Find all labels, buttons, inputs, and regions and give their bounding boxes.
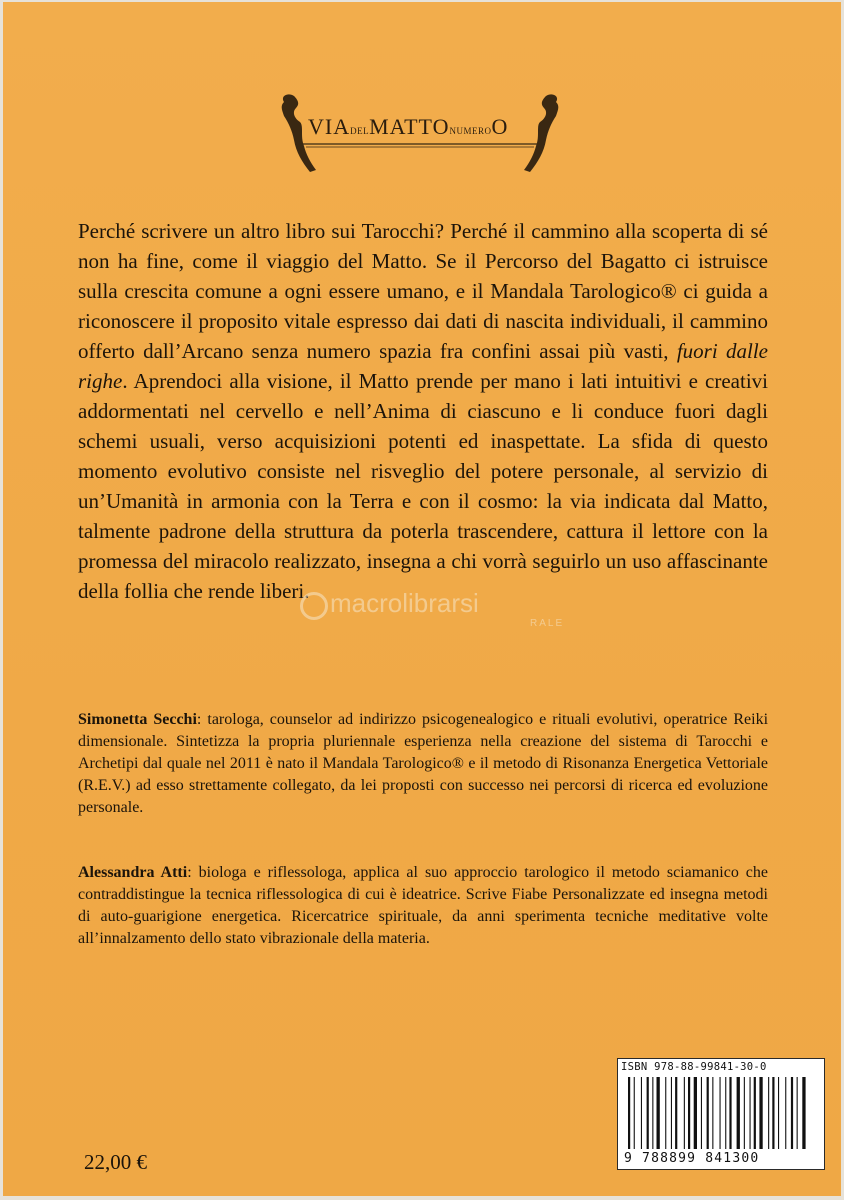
italic-phrase: fuori dalle righe — [78, 339, 768, 393]
isbn-number: ISBN 978-88-99841-30-0 — [621, 1061, 767, 1073]
author-bio-secchi: Simonetta Secchi: tarologa, counselor ad indirizzo psicogenealogico e rituali evolutivi, operatrice Reiki dimensionale. Sintetizza la propria pluriennale esperienza nella creazione del sistema di Tarocchi e Archetipi dal quale nel 2011 è nato il Mandala Tarologico® e il metodo di Risonanza Energetica Vettoriale (R.E.V.) ad esso strettamente collegato, da lei proposti con successo nei percorsi di ricerca ed evoluzione personale. — [78, 711, 769, 816]
author-name: Simonetta Secchi — [78, 711, 197, 728]
watermark: macrolibrarsi RALE — [300, 588, 600, 638]
isbn-barcode — [617, 1058, 825, 1170]
publisher-logo-text: VIADELMATTONUMEROO — [308, 114, 509, 139]
watermark-logo-icon — [300, 592, 328, 620]
barcode-digits: 9 788899 841300 — [624, 1151, 760, 1166]
author-bio-atti: Alessandra Atti: biologa e riflessologa, applica al suo approccio tarologico il metodo sciamanico che contraddistingue la tecnica riflessologica di cui è ideatrice. Scrive Fiabe Personalizzate ed insegna metodi di auto-guarigione energetica. Ricercatrice spirituale, da anni sperimenta tecniche meditative volte all’innalzamento dello stato vibrazionale della materia. — [78, 864, 768, 947]
book-price: 22,00 € — [84, 1150, 147, 1174]
author-name: Alessandra Atti — [78, 864, 188, 881]
barcode-bars-icon — [624, 1077, 820, 1151]
publisher-logo — [270, 92, 570, 182]
book-description: Perché scrivere un altro libro sui Tarocchi? Perché il cammino alla scoperta di sé non ha fine, come il viaggio del Matto. Se il Percorso del Bagatto ci istruisce sulla crescita comune a ogni essere umano, e il Mandala Tarologico® ci guida a riconoscere il proposito vitale espresso dai dati di nascita individuali, il cammino offerto dall’Arcano senza numero spazia fra confini assai più vasti, fuori dalle righe. Aprendoci alla visione, il Matto prende per mano i lati intuitivi e creativi addormentati nel cervello e nell’Anima di ciascuno e li conduce fuori dagli schemi usuali, verso acquisizioni potenti ed inaspettate. La sfida di questo momento evolutivo consiste nel risveglio del potere personale, al servizio di un’Umanità in armonia con la Terra e con il cosmo: la via indicata dal Matto, talmente padrone della struttura da poterla trascendere, cattura il lettore con la promessa del miracolo realizzato, insegna a chi vorrà seguirlo un uso affascinante della follia che rende liberi. — [78, 219, 768, 603]
